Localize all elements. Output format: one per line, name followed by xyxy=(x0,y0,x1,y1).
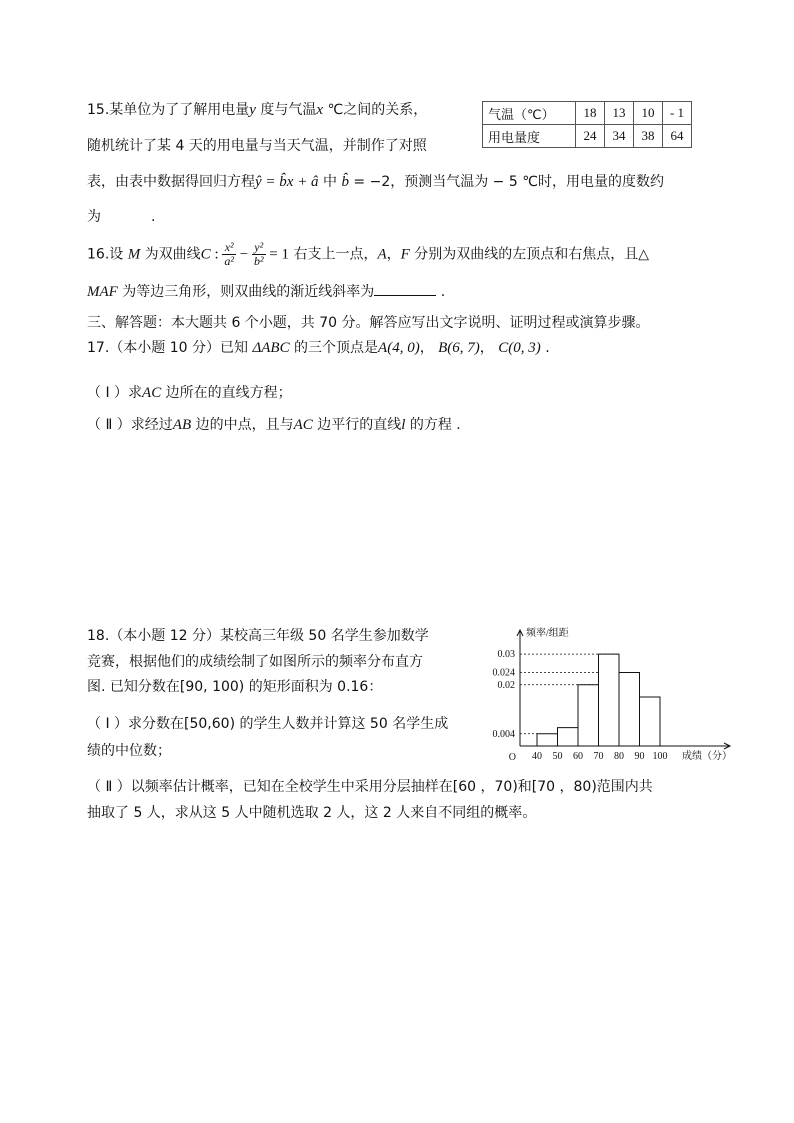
q17-text: ， xyxy=(479,340,499,356)
section-heading: 三、解答题：本大题共 6 个小题，共 70 分。解答应写出文字说明、证明过程或演算步骤。 xyxy=(87,315,650,331)
table-header-temperature: 气温（℃） xyxy=(483,102,576,125)
histogram-bar xyxy=(619,673,640,747)
q16-text: = 1 xyxy=(265,246,290,263)
q16-line2 xyxy=(87,281,445,302)
table-cell: 34 xyxy=(605,125,634,148)
origin-label: O xyxy=(508,752,516,763)
fraction-x2-a2 xyxy=(222,241,236,268)
q17-text: 的方程 . xyxy=(405,417,461,433)
frac-denominator: a² xyxy=(224,254,234,268)
frac-denominator: b² xyxy=(253,254,264,268)
histogram-bar xyxy=(640,697,661,746)
q15-text: 表，由表中数据得回归方程 xyxy=(87,174,255,190)
q17-text: 边平行的直线 xyxy=(312,417,402,433)
histogram-bar xyxy=(578,685,599,746)
q16-text: 为双曲线 xyxy=(140,246,201,263)
y-tick-label: 0.03 xyxy=(497,649,515,661)
histogram-bar xyxy=(537,734,558,746)
q15-line3 xyxy=(87,172,664,192)
q18-line1: 18.（本小题 12 分）某校高三年级 50 名学生参加数学 xyxy=(87,628,429,644)
segment-AC: AC xyxy=(293,417,313,433)
histogram-bar xyxy=(599,654,620,746)
x-tick-label: 70 xyxy=(593,751,604,762)
answer-blank[interactable] xyxy=(374,281,436,296)
q17-text: . xyxy=(540,340,550,356)
table-cell: 18 xyxy=(576,102,605,125)
table-cell: 38 xyxy=(634,125,663,148)
q15-text: = −2，预测当气温为 − 5 ℃时，用电量的度数约 xyxy=(348,174,664,190)
table-cell: - 1 xyxy=(663,102,692,125)
x-tick-label: 40 xyxy=(532,751,542,762)
line-l: l xyxy=(401,417,406,433)
temperature-usage-table xyxy=(482,101,692,148)
var-F: F xyxy=(400,246,410,263)
q18-part2-line1: （ Ⅱ ）以频率估计概率，已知在全校学生中采用分层抽样在[60 ，70)和[70 ，80)范围内共 xyxy=(87,779,653,795)
q17-text: ， xyxy=(419,340,439,356)
q16-text: 16.设 xyxy=(87,246,128,263)
fraction-y2-b2 xyxy=(252,241,266,268)
q16-text: : xyxy=(210,246,223,263)
q15-text: ℃之间的关系， xyxy=(323,102,428,118)
table-cell: 64 xyxy=(663,125,692,148)
var-A: A xyxy=(377,246,387,263)
segment-AC: AC xyxy=(142,385,162,401)
frac-numerator: x² xyxy=(222,241,236,255)
frequency-histogram xyxy=(484,620,756,770)
q15-text: 为 xyxy=(87,209,101,225)
var-C: C xyxy=(200,246,211,263)
q16-line1 xyxy=(87,241,649,268)
q17-text: （ Ⅰ ）求 xyxy=(87,385,143,401)
q16-text: − xyxy=(235,246,252,263)
point-B: B(6, 7) xyxy=(438,340,480,356)
var-MAF: MAF xyxy=(87,284,118,300)
q16-text: 为等边三角形，则双曲线的渐近线斜率为 xyxy=(117,284,375,300)
table-header-usage: 用电量度 xyxy=(483,125,576,148)
q17-text: 17.（本小题 10 分）已知 xyxy=(87,340,253,356)
segment-AB: AB xyxy=(172,417,192,433)
q18-part2-line2: 抽取了 5 人，求从这 5 人中随机选取 2 人，这 2 人来自不同组的概率。 xyxy=(87,805,537,821)
q15-text: 中 xyxy=(318,174,342,190)
q15-text: 度与气温 xyxy=(255,102,317,118)
q18-part1-line1: （ Ⅰ ）求分数在[50,60) 的学生人数并计算这 50 名学生成 xyxy=(87,716,449,732)
q18-line2: 竞赛，根据他们的成绩绘制了如图所示的频率分布直方 xyxy=(87,654,423,670)
y-axis-title: 频率/组距 xyxy=(526,628,569,639)
q17-text: 边的中点，且与 xyxy=(191,417,294,433)
y-tick-label: 0.02 xyxy=(497,679,515,691)
x-axis-title: 成绩（分） xyxy=(682,751,732,762)
var-y: y xyxy=(249,102,256,118)
x-tick-label: 50 xyxy=(552,751,563,762)
var-x: x xyxy=(316,102,324,118)
q16-text: 分别为双曲线的左顶点和右焦点，且△ xyxy=(409,246,650,263)
x-tick-label: 60 xyxy=(573,751,583,762)
table-cell: 13 xyxy=(605,102,634,125)
q16-text: . xyxy=(436,284,446,300)
y-tick-label: 0.024 xyxy=(492,667,515,679)
b-hat: b̂ xyxy=(341,174,349,190)
x-tick-label: 90 xyxy=(634,751,645,762)
histogram-bar xyxy=(558,728,579,746)
table-cell: 10 xyxy=(634,102,663,125)
table-row xyxy=(483,125,692,148)
q15-line4 xyxy=(87,207,155,227)
q17-line1 xyxy=(87,338,550,358)
q17-text: 边所在的直线方程； xyxy=(161,385,292,401)
answer-blank[interactable] xyxy=(101,207,151,221)
q17-text: （ Ⅱ ）求经过 xyxy=(87,417,173,433)
q15-text: . xyxy=(151,209,156,225)
x-tick-label: 80 xyxy=(614,751,624,762)
y-tick-label: 0.004 xyxy=(492,728,515,740)
var-M: M xyxy=(127,246,141,263)
x-tick-label: 100 xyxy=(652,751,668,762)
q17-text: 的三个顶点是 xyxy=(289,340,379,356)
triangle-ABC: ΔABC xyxy=(252,340,290,356)
q16-text: ， xyxy=(386,246,401,263)
point-C: C(0, 3) xyxy=(498,340,541,356)
table-cell: 24 xyxy=(576,125,605,148)
regression-equation: ŷ = b̂x + â xyxy=(255,174,319,190)
q18-line3: 图. 已知分数在[90, 100) 的矩形面积为 0.16： xyxy=(87,679,383,695)
q17-part1 xyxy=(87,383,292,403)
q15-line1 xyxy=(87,100,427,120)
q15-line2: 随机统计了某 4 天的用电量与当天气温，并制作了对照 xyxy=(87,138,427,154)
q17-part2 xyxy=(87,415,461,435)
point-A: A(4, 0) xyxy=(378,340,420,356)
q18-part1-line2: 绩的中位数； xyxy=(87,743,171,759)
frac-numerator: y² xyxy=(252,241,266,255)
q16-text: 右支上一点， xyxy=(289,246,378,263)
table-row xyxy=(483,102,692,125)
q15-text: 15.某单位为了了解用电量 xyxy=(87,102,250,118)
